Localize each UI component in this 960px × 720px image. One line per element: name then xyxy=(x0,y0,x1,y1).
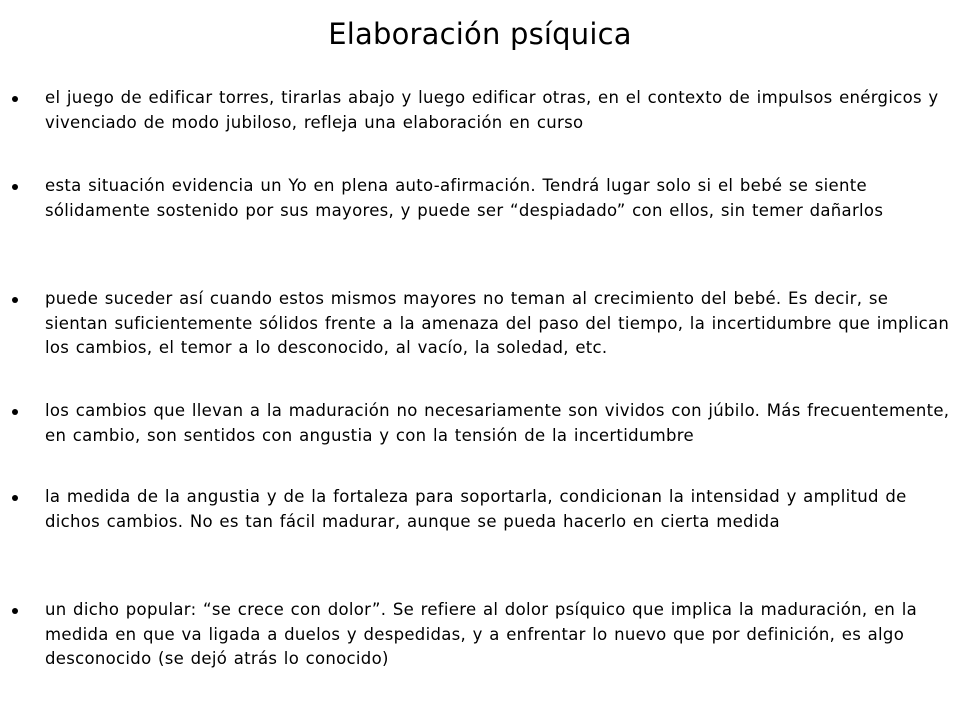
bullet-text: puede suceder así cuando estos mismos mayores no teman al crecimiento del bebé. Es decir, se sientan suficientemente sólidos frente a la amenaza del paso del tiempo, la incertidumbre que implican los cambios, el temor a lo desconocido, al vacío, la soledad, etc. xyxy=(45,289,950,357)
bullet-text: los cambios que llevan a la maduración no necesariamente son vividos con júbilo. Más frecuentemente, en cambio, son sentidos con angustia y con la tensión de la incertidumbre xyxy=(45,401,950,445)
bullet-dot-icon xyxy=(12,608,18,614)
bullet-dot-icon xyxy=(12,495,18,501)
bullet-text: el juego de edificar torres, tirarlas abajo y luego edificar otras, en el contexto de impulsos enérgicos y vivenciado de modo jubiloso, refleja una elaboración en curso xyxy=(45,88,939,132)
bullet-dot-icon xyxy=(12,409,18,415)
slide-title: Elaboración psíquica xyxy=(328,17,632,51)
bullet-text: esta situación evidencia un Yo en plena auto-afirmación. Tendrá lugar solo si el bebé se siente sólidamente sostenido por sus mayores, y puede ser “despiadado” con ellos, sin temer dañarlos xyxy=(45,176,884,220)
bullet-dot-icon xyxy=(12,297,18,303)
bullet-dot-icon xyxy=(12,96,18,102)
bullet-text: la medida de la angustia y de la fortaleza para soportarla, condicionan la intensidad y amplitud de dichos cambios. No es tan fácil madurar, aunque se pueda hacerlo en cierta medida xyxy=(45,487,907,531)
bullet-text: un dicho popular: “se crece con dolor”. Se refiere al dolor psíquico que implica la maduración, en la medida en que va ligada a duelos y despedidas, y a enfrentar lo nuevo que por definición, es algo desconocido (se dejó atrás lo conocido) xyxy=(45,600,918,668)
bullet-dot-icon xyxy=(12,184,18,190)
